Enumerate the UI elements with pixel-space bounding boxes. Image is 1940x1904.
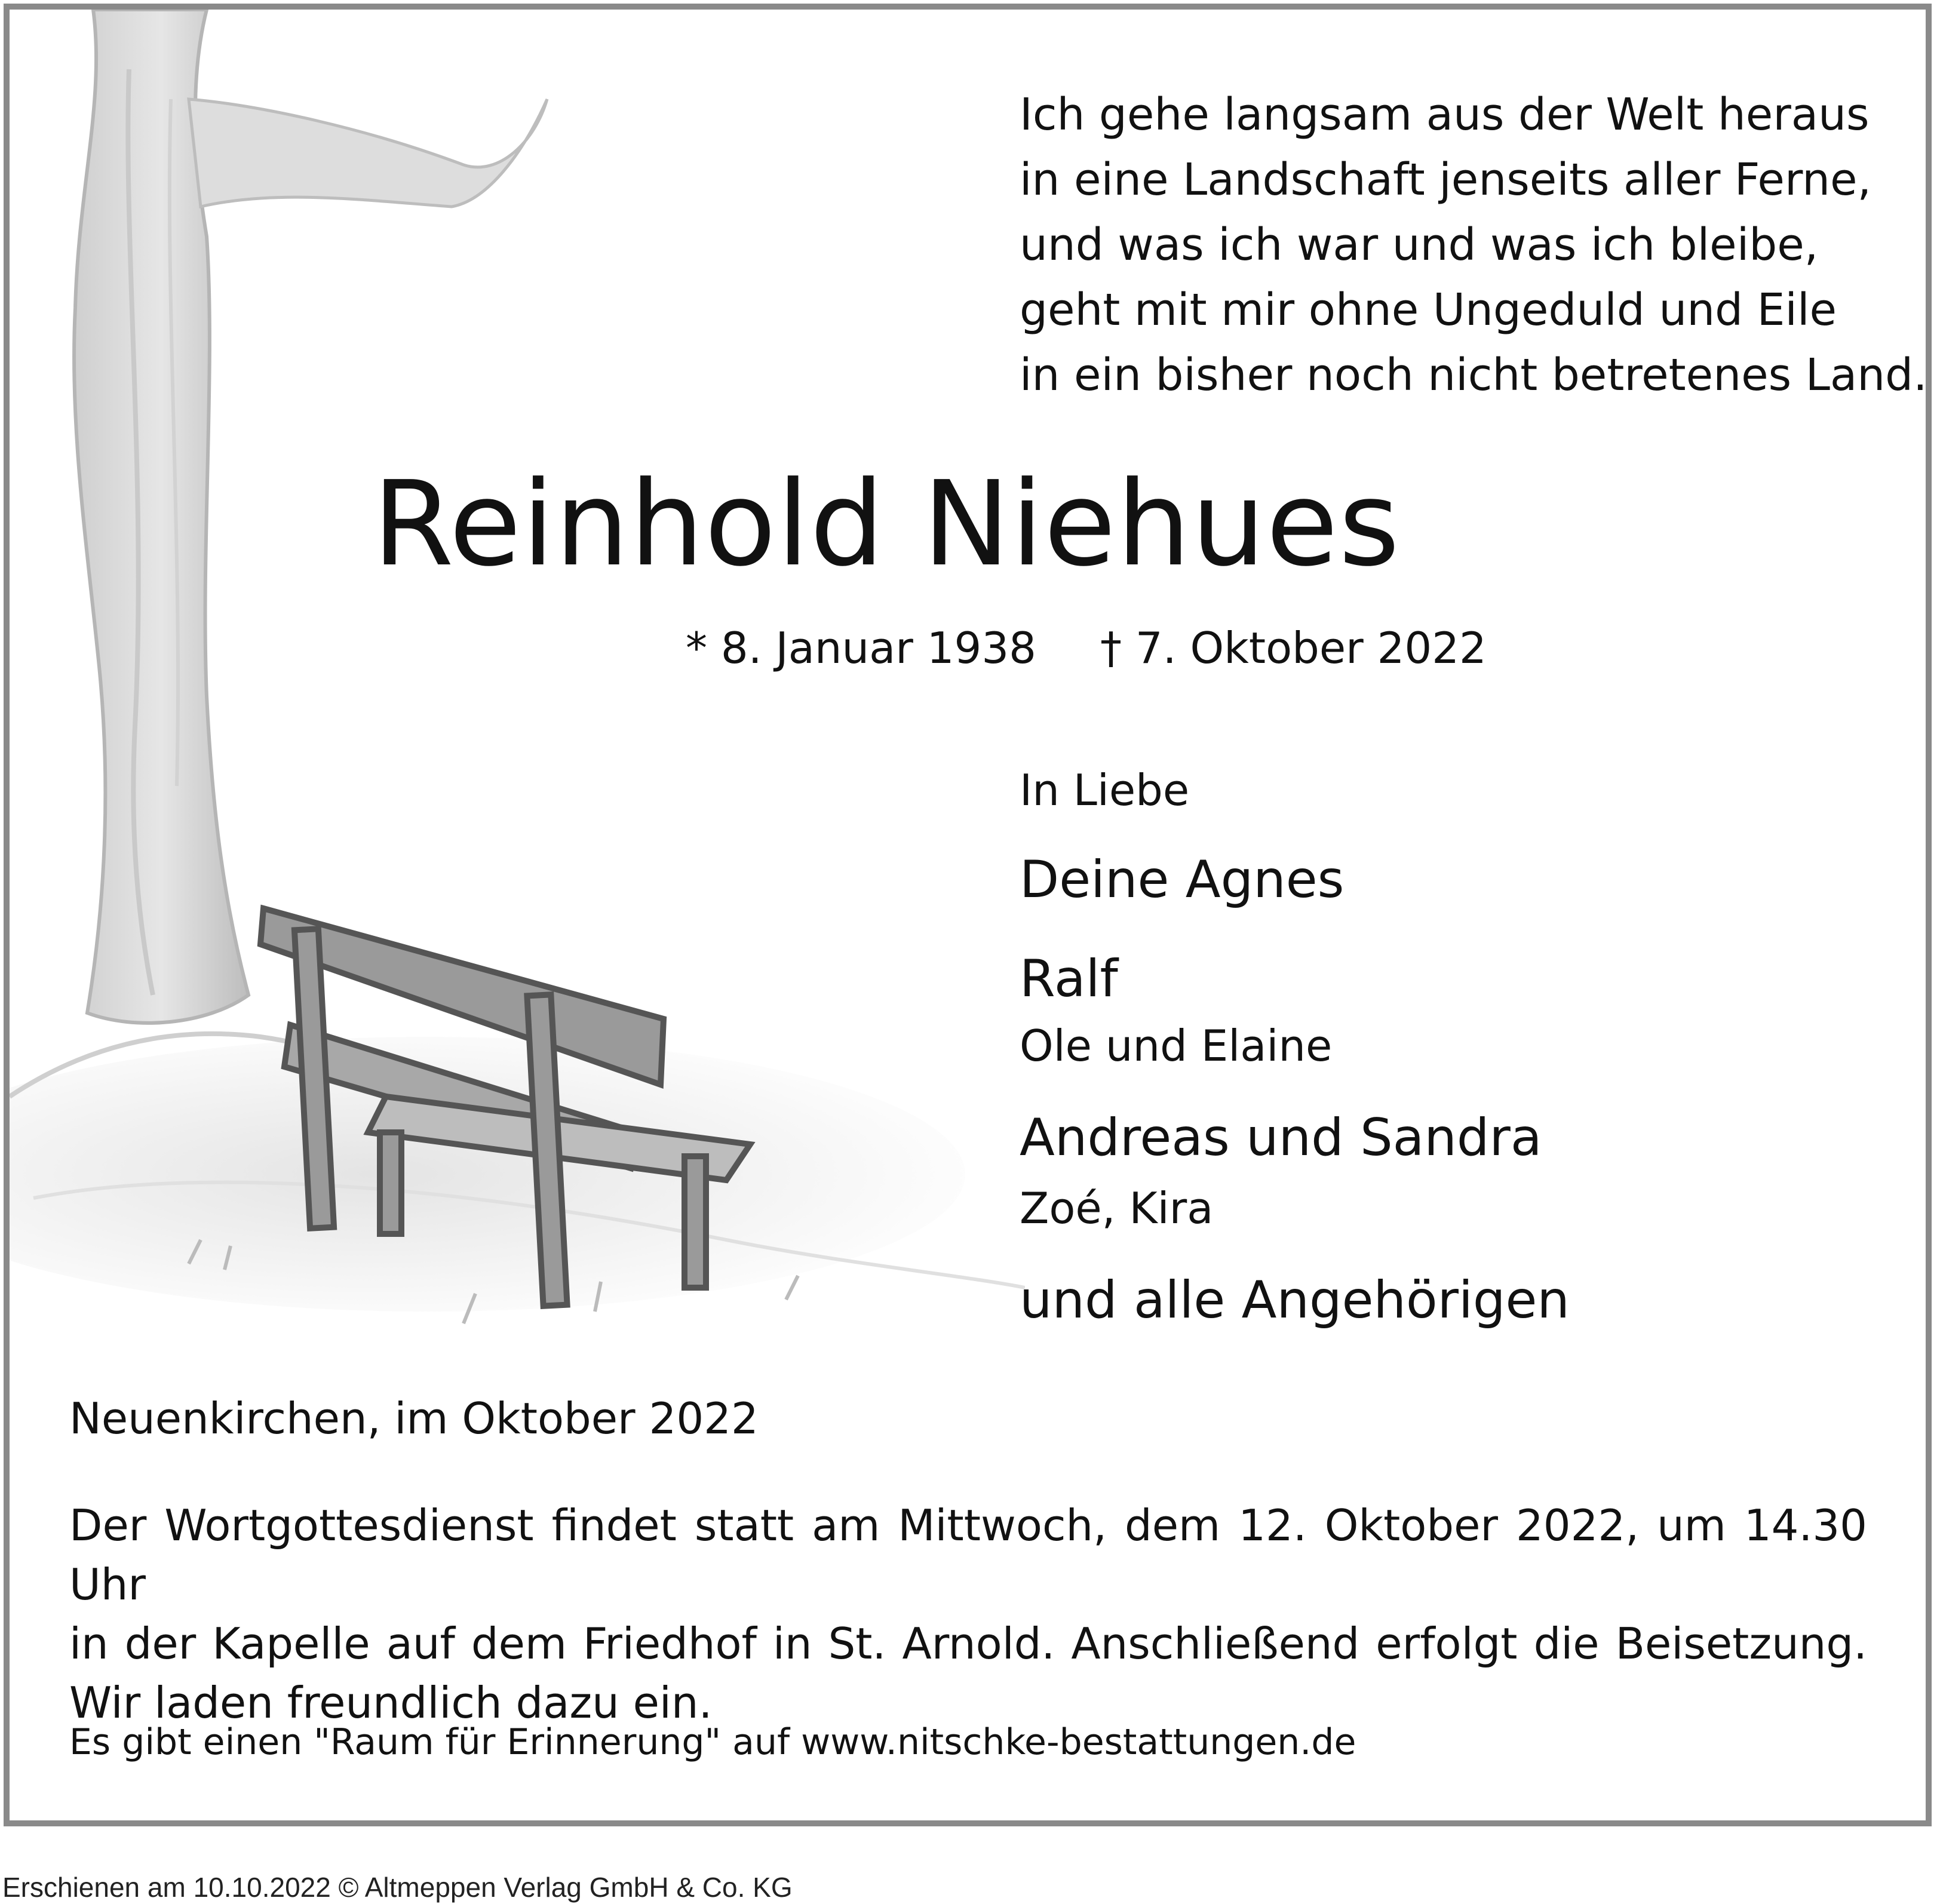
publication-footer: Erschienen am 10.10.2022 © Altmeppen Verlag GmbH & Co. KG [2, 1872, 793, 1903]
birth-date: * 8. Januar 1938 [686, 623, 1036, 673]
mourner-child-1-family: Ole und Elaine [1020, 1021, 1333, 1071]
poem-line: und was ich war und was ich bleibe, [1020, 219, 1819, 271]
service-info [69, 1496, 1867, 1733]
poem-line: in ein bisher noch nicht betretenes Land. [1020, 349, 1927, 401]
death-date: † 7. Oktober 2022 [1100, 623, 1487, 673]
service-line: Der Wortgottesdienst findet statt am Mittwoch, dem 12. Oktober 2022, um 14.30 Uhr [69, 1500, 1867, 1610]
poem-line: Ich gehe langsam aus der Welt heraus [1020, 89, 1870, 140]
deceased-name: Reinhold Niehues [372, 456, 1401, 592]
mourner-child-2-family: Zoé, Kira [1020, 1183, 1214, 1233]
poem-line: in eine Landschaft jenseits aller Ferne, [1020, 154, 1872, 205]
mourner-relatives: und alle Angehörigen [1020, 1270, 1570, 1330]
service-line: Wir laden freundlich dazu ein. [69, 1678, 713, 1728]
deceased-name-row [0, 456, 1940, 592]
website-note: Es gibt einen "Raum für Erinnerung" auf www.nitschke-bestattungen.de [69, 1721, 1356, 1763]
poem-line: geht mit mir ohne Ungeduld und Eile [1020, 284, 1837, 336]
poem [1020, 82, 1927, 408]
service-line: in der Kapelle auf dem Friedhof in St. Arnold. Anschließend erfolgt die Beisetzung. [69, 1619, 1867, 1669]
ground-shadow [10, 1037, 965, 1312]
mourner-child-1: Ralf [1020, 949, 1118, 1009]
place-date: Neuenkirchen, im Oktober 2022 [69, 1393, 759, 1444]
tree-branch [189, 99, 547, 207]
tree-bench-illustration [10, 10, 1025, 1341]
mourner-child-2: Andreas und Sandra [1020, 1108, 1542, 1168]
mourners-intro: In Liebe [1020, 765, 1190, 815]
mourner-spouse: Deine Agnes [1020, 850, 1345, 910]
